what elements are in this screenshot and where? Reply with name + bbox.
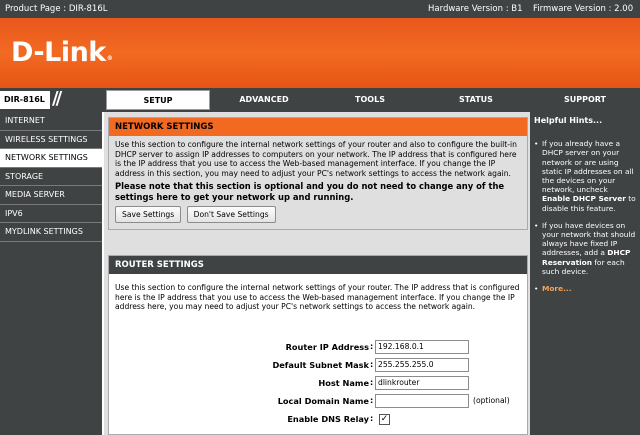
hint-dhcp-server: • If you already have a DHCP server on your network or are using static IP addresses on all the devices on your network, uncheck Enable DHCP Server to disable this feature. (534, 139, 636, 213)
bullet-icon: • (534, 220, 539, 230)
tab-tools[interactable]: TOOLS (318, 90, 422, 110)
hint-enable-dhcp-server: Enable DHCP Server (542, 194, 626, 204)
subnet-mask-colon: : (370, 360, 374, 369)
router-settings-description: Use this section to configure the internal network settings of your router. The IP address that is configured here is the IP address that you use to access the Web-based management interface. If you change the IP address here, you may need to adjust your PC's network settings to access the network again. (115, 283, 520, 312)
model-label: DIR-816L (0, 91, 50, 109)
slash-decoration-icon: // (52, 88, 60, 109)
router-settings-title: ROUTER SETTINGS (109, 256, 527, 274)
main-nav (0, 88, 640, 112)
router-settings-body (109, 274, 527, 319)
dns-relay-row (109, 412, 519, 428)
network-settings-note: Please note that this section is optional and you do not need to change any of the settings here to get your network up and running. (115, 181, 505, 202)
product-page-label: Product Page : DIR-816L (5, 4, 108, 14)
sidebar-item-mydlink-settings[interactable]: MYDLINK SETTINGS (0, 223, 102, 242)
local-domain-optional: (optional) (473, 396, 510, 405)
tab-status[interactable]: STATUS (424, 90, 528, 110)
sidebar-item-media-server[interactable]: MEDIA SERVER (0, 186, 102, 205)
host-name-colon: : (370, 378, 374, 387)
main-content (104, 112, 530, 435)
router-ip-colon: : (370, 342, 374, 351)
subnet-mask-input[interactable]: 255.255.255.0 (375, 358, 469, 372)
local-domain-row (109, 394, 519, 410)
local-domain-input[interactable] (375, 394, 469, 408)
hints-title: Helpful Hints... (534, 116, 603, 125)
firmware-version-label: Firmware Version : 2.00 (533, 4, 634, 14)
sidebar (0, 112, 104, 435)
tab-setup[interactable]: SETUP (106, 90, 210, 110)
router-ip-input[interactable]: 192.168.0.1 (375, 340, 469, 354)
host-name-input[interactable]: dlinkrouter (375, 376, 469, 390)
more-link[interactable]: More... (542, 284, 572, 294)
dns-relay-checkbox[interactable]: ✓ (380, 414, 389, 424)
dns-relay-label: Enable DNS Relay (287, 414, 369, 424)
sidebar-item-wireless-settings[interactable]: WIRELESS SETTINGS (0, 131, 102, 150)
host-name-label: Host Name (318, 378, 369, 388)
network-settings-body (109, 136, 527, 229)
brand-banner (0, 18, 640, 88)
local-domain-colon: : (370, 396, 374, 405)
sidebar-item-network-settings[interactable]: NETWORK SETTINGS (0, 149, 102, 168)
network-settings-panel (108, 117, 528, 230)
sidebar-item-internet[interactable]: INTERNET (0, 112, 102, 131)
dont-save-settings-button[interactable]: Don't Save Settings (187, 206, 276, 223)
hardware-version-label: Hardware Version : B1 (428, 4, 523, 14)
dns-relay-colon: : (370, 414, 374, 423)
network-settings-title: NETWORK SETTINGS (109, 118, 527, 136)
hint-more (534, 284, 636, 293)
network-settings-description: Use this section to configure the internal network settings of your router and also to configure the built-in DHCP server to assign IP addresses to computers on your network. The IP address that is configured here is the IP address that you use to access the Web-based management interface. If you change the IP address in this section, you may need to adjust your PC's network settings to access the network again. (115, 140, 517, 178)
top-info-bar (0, 0, 640, 18)
tab-support[interactable]: SUPPORT (530, 90, 640, 110)
bullet-icon: • (534, 284, 539, 294)
router-settings-panel (108, 255, 528, 435)
dlink-logo: D-Link® (11, 37, 113, 68)
subnet-mask-label: Default Subnet Mask (272, 360, 369, 370)
hint-dhcp-reservation: • If you have devices on your network that should always have fixed IP addresses, add a DHCP Reservation for each such device. (534, 220, 636, 276)
host-name-row (109, 376, 519, 392)
trademark-mark: ® (106, 55, 113, 62)
router-ip-row (109, 340, 519, 356)
subnet-mask-row (109, 358, 519, 374)
tab-advanced[interactable]: ADVANCED (212, 90, 316, 110)
sidebar-item-ipv6[interactable]: IPV6 (0, 205, 102, 224)
router-ip-label: Router IP Address (285, 342, 369, 352)
local-domain-label: Local Domain Name (277, 396, 369, 406)
save-settings-button[interactable]: Save Settings (115, 206, 181, 223)
hint-dhcp-reservation-term: DHCP Reservation (542, 248, 631, 267)
bullet-icon: • (534, 139, 539, 149)
helpful-hints-panel (530, 112, 640, 435)
sidebar-item-storage[interactable]: STORAGE (0, 168, 102, 187)
